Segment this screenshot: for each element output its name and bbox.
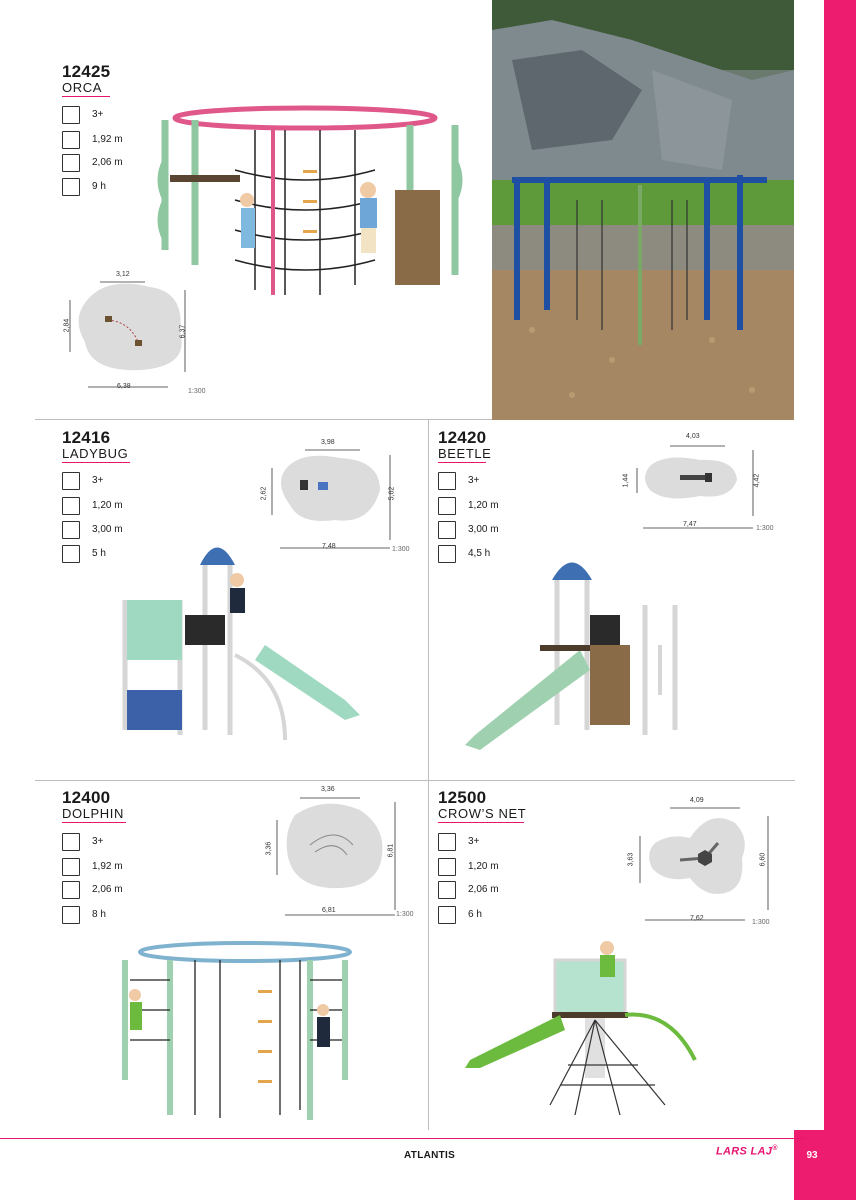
orca-product-render bbox=[155, 100, 465, 300]
free-height-icon bbox=[62, 881, 80, 899]
plan-scale: 1:300 bbox=[188, 388, 206, 395]
spec-value: 3+ bbox=[468, 836, 480, 847]
section-title: ATLANTIS bbox=[404, 1150, 456, 1161]
spec-value: 4,5 h bbox=[468, 548, 491, 559]
name-underline bbox=[62, 96, 110, 97]
product-number: 12416 bbox=[62, 428, 111, 447]
plan-width: 3,98 bbox=[321, 439, 335, 446]
product-name-text: ORCA bbox=[62, 80, 102, 95]
plan-depth: 2,62 bbox=[260, 486, 268, 501]
plan-scale: 1:300 bbox=[392, 546, 410, 553]
fall-height-icon bbox=[438, 858, 456, 876]
free-height-icon bbox=[438, 521, 456, 539]
product-name bbox=[62, 80, 110, 98]
fall-height-icon bbox=[62, 858, 80, 876]
spec-value: 1,20 m bbox=[468, 500, 499, 511]
brand-mark: ® bbox=[772, 1145, 778, 1152]
spec-value: 2,06 m bbox=[92, 884, 123, 895]
crows-net-site-plan bbox=[630, 798, 780, 928]
product-name bbox=[438, 446, 491, 464]
install-time-icon bbox=[438, 545, 456, 563]
plan-scale: 1:300 bbox=[752, 919, 770, 926]
spec-free-height bbox=[438, 880, 538, 900]
child-age-icon bbox=[438, 472, 456, 490]
plan-depth: 2,84 bbox=[63, 318, 71, 333]
plan-area-width: 6,38 bbox=[117, 383, 131, 390]
spec-fall-height bbox=[62, 857, 162, 877]
spec-free-height bbox=[62, 880, 162, 900]
install-time-icon bbox=[62, 906, 80, 924]
plan-scale: 1:300 bbox=[756, 525, 774, 532]
free-height-icon bbox=[438, 881, 456, 899]
spec-value: 3,00 m bbox=[92, 524, 123, 535]
brand-name: LARS LAJ bbox=[716, 1145, 773, 1158]
spec-fall-height bbox=[62, 130, 162, 150]
install-time-icon bbox=[438, 906, 456, 924]
product-name-text: LADYBUG bbox=[62, 446, 129, 461]
plan-depth: 1,44 bbox=[622, 473, 630, 488]
page-number: 93 bbox=[806, 1150, 818, 1161]
footer-rule bbox=[0, 1138, 805, 1139]
spec-value: 2,06 m bbox=[92, 157, 123, 168]
product-name-text: DOLPHIN bbox=[62, 806, 124, 821]
fall-height-icon bbox=[438, 497, 456, 515]
spec-value: 3+ bbox=[92, 836, 104, 847]
install-time-icon bbox=[62, 178, 80, 196]
divider-row-1 bbox=[35, 419, 492, 420]
spec-age bbox=[62, 105, 162, 125]
plan-area-depth: 6,37 bbox=[179, 324, 187, 339]
beetle-site-plan bbox=[625, 438, 775, 538]
plan-width: 4,03 bbox=[686, 433, 700, 440]
name-underline bbox=[62, 462, 130, 463]
spec-value: 3+ bbox=[468, 475, 480, 486]
spec-value: 3+ bbox=[92, 475, 104, 486]
product-name-text: CROW’S NET bbox=[438, 806, 527, 821]
spec-age bbox=[62, 832, 162, 852]
plan-depth: 3,36 bbox=[265, 841, 273, 856]
plan-area-depth: 4,42 bbox=[753, 473, 761, 488]
spec-fall-height bbox=[438, 496, 538, 516]
spec-value: 1,92 m bbox=[92, 134, 123, 145]
name-underline bbox=[438, 822, 524, 823]
spec-age bbox=[438, 471, 538, 491]
crows-net-product-render bbox=[460, 940, 710, 1120]
spec-value: 1,20 m bbox=[468, 861, 499, 872]
spec-value: 9 h bbox=[92, 181, 106, 192]
spec-value: 6 h bbox=[468, 909, 482, 920]
spec-install-time bbox=[438, 905, 538, 925]
plan-area-width: 7,48 bbox=[322, 543, 336, 550]
plan-depth: 3,63 bbox=[627, 852, 635, 867]
product-number: 12400 bbox=[62, 788, 111, 807]
child-age-icon bbox=[62, 472, 80, 490]
plan-area-width: 7,62 bbox=[690, 915, 704, 922]
name-underline bbox=[62, 822, 126, 823]
spec-value: 3,00 m bbox=[468, 524, 499, 535]
installation-photo bbox=[492, 0, 794, 420]
fall-height-icon bbox=[62, 131, 80, 149]
product-number: 12500 bbox=[438, 788, 487, 807]
orca-site-plan bbox=[60, 272, 220, 392]
product-number: 12425 bbox=[62, 62, 111, 81]
spec-value: 3+ bbox=[92, 109, 104, 120]
spec-value: 2,06 m bbox=[468, 884, 499, 895]
plan-area-depth: 6,60 bbox=[759, 852, 767, 867]
spec-install-time bbox=[62, 177, 162, 197]
spec-value: 8 h bbox=[92, 909, 106, 920]
spec-value: 5 h bbox=[92, 548, 106, 559]
plan-area-width: 7,47 bbox=[683, 521, 697, 528]
divider-row-2 bbox=[35, 780, 795, 781]
plan-area-depth: 5,62 bbox=[388, 486, 396, 501]
brand-logo bbox=[716, 1145, 778, 1158]
spec-fall-height bbox=[438, 857, 538, 877]
free-height-icon bbox=[62, 154, 80, 172]
free-height-icon bbox=[62, 521, 80, 539]
side-accent-bar bbox=[824, 0, 856, 1130]
plan-width: 3,36 bbox=[321, 786, 335, 793]
product-number: 12420 bbox=[438, 428, 487, 447]
plan-width: 3,12 bbox=[116, 271, 130, 278]
name-underline bbox=[438, 462, 486, 463]
spec-value: 1,20 m bbox=[92, 500, 123, 511]
plan-area-width: 6,81 bbox=[322, 907, 336, 914]
spec-free-height bbox=[438, 520, 538, 540]
plan-width: 4,09 bbox=[690, 797, 704, 804]
plan-scale: 1:300 bbox=[396, 911, 414, 918]
spec-free-height bbox=[62, 153, 162, 173]
spec-fall-height bbox=[62, 496, 162, 516]
child-age-icon bbox=[62, 106, 80, 124]
ladybug-product-render bbox=[115, 530, 365, 755]
plan-area-depth: 6,81 bbox=[387, 843, 395, 858]
install-time-icon bbox=[62, 545, 80, 563]
product-name bbox=[62, 446, 130, 464]
spec-value: 1,92 m bbox=[92, 861, 123, 872]
child-age-icon bbox=[62, 833, 80, 851]
product-name bbox=[62, 806, 126, 824]
divider-col bbox=[428, 420, 429, 1130]
page-number-box bbox=[794, 1130, 856, 1200]
spec-age bbox=[438, 832, 538, 852]
beetle-product-render bbox=[460, 545, 700, 755]
child-age-icon bbox=[438, 833, 456, 851]
product-name-text: BEETLE bbox=[438, 446, 492, 461]
spec-install-time bbox=[62, 905, 162, 925]
fall-height-icon bbox=[62, 497, 80, 515]
dolphin-product-render bbox=[110, 940, 360, 1130]
product-name bbox=[438, 806, 526, 824]
spec-age bbox=[62, 471, 162, 491]
